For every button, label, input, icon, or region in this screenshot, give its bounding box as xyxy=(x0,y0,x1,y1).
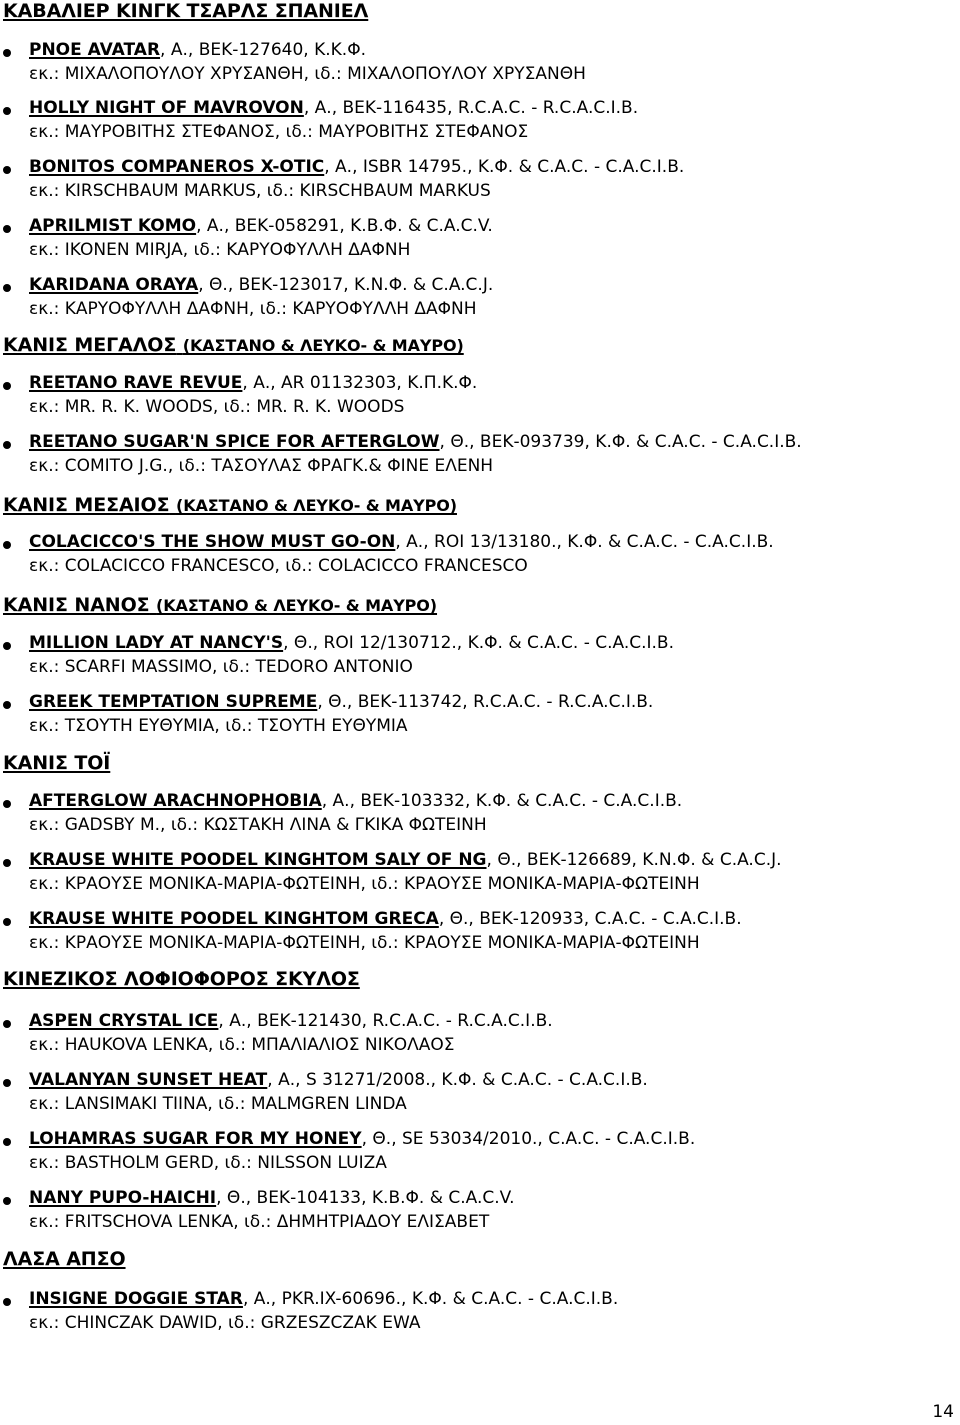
entry-main-line xyxy=(29,1011,553,1031)
dog-name: REETANO RAVE REVUE xyxy=(29,373,243,393)
breeder-owner-line: εκ.: IKONEN MIRJA, ιδ.: ΚΑΡΥΟΦΥΛΛΗ ΔΑΦΝΗ xyxy=(29,240,411,260)
entry-main-line xyxy=(29,432,802,452)
breeder-owner-line: εκ.: SCARFI MASSIMO, ιδ.: TEDORO ANTONIO xyxy=(29,657,413,677)
dog-details: , Θ., ΒΕΚ-113742, R.C.A.C. - R.C.A.C.I.B. xyxy=(317,692,654,712)
breeder-owner-line: εκ.: ΜΙΧΑΛΟΠΟΥΛΟΥ ΧΡΥΣΑΝΘΗ, ιδ.: ΜΙΧΑΛΟΠΟΥΛΟΥ ΧΡΥΣΑΝΘΗ xyxy=(29,64,586,84)
entry-main-line xyxy=(29,40,366,60)
entry-main-line xyxy=(29,1070,648,1090)
breeder-owner-line: εκ.: CHINCZAK DAWID, ιδ.: GRZESZCZAK EWA xyxy=(29,1313,421,1333)
breeder-owner-line: εκ.: KIRSCHBAUM MARKUS, ιδ.: KIRSCHBAUM MARKUS xyxy=(29,181,491,201)
dog-name: ASPEN CRYSTAL ICE xyxy=(29,1011,219,1031)
bullet-icon xyxy=(3,1298,11,1306)
section-title xyxy=(3,752,110,774)
section-title-text: ΚΑΒΑΛΙΕΡ ΚΙΝΓΚ ΤΣΑΡΛΣ ΣΠΑΝΙΕΛ xyxy=(3,0,369,22)
dog-details: , Α., ΒΕΚ-116435, R.C.A.C. - R.C.A.C.I.B. xyxy=(303,98,639,118)
dog-name: INSIGNE DOGGIE STAR xyxy=(29,1289,243,1309)
bullet-icon xyxy=(3,166,11,174)
bullet-icon xyxy=(3,225,11,233)
breeder-owner-line: εκ.: MR. R. K. WOODS, ιδ.: MR. R. K. WOODS xyxy=(29,397,405,417)
breeder-owner-line: εκ.: ΤΣΟΥΤΗ ΕΥΘΥΜΙΑ, ιδ.: ΤΣΟΥΤΗ ΕΥΘΥΜΙΑ xyxy=(29,716,408,736)
breeder-owner-line: εκ.: ΚΡΑΟΥΣΕ ΜΟΝΙΚΑ-ΜΑΡΙΑ-ΦΩΤΕΙΝΗ, ιδ.: ΚΡΑΟΥΣΕ ΜΟΝΙΚΑ-ΜΑΡΙΑ-ΦΩΤΕΙΝΗ xyxy=(29,933,700,953)
bullet-icon xyxy=(3,382,11,390)
breeder-owner-line: εκ.: FRITSCHOVA LENKA, ιδ.: ΔΗΜΗΤΡΙΑΔΟΥ ΕΛΙΣΑΒΕΤ xyxy=(29,1212,490,1232)
breeder-owner-line: εκ.: LANSIMAKI TIINA, ιδ.: MALMGREN LINDA xyxy=(29,1094,407,1114)
dog-details: , Α., ΒΕΚ-058291, Κ.Β.Φ. & C.A.C.V. xyxy=(196,216,493,236)
dog-details: , Θ., ΒΕΚ-123017, Κ.Ν.Φ. & C.A.C.J. xyxy=(198,275,494,295)
section-title xyxy=(3,334,464,356)
entry-main-line xyxy=(29,791,682,811)
bullet-icon xyxy=(3,701,11,709)
dog-details: , Θ., ΒΕΚ-120933, C.A.C. - C.A.C.I.B. xyxy=(438,909,742,929)
section-title-text: ΚΑΝΙΣ ΝΑΝΟΣ xyxy=(3,594,150,616)
dog-name: PNOE AVATAR xyxy=(29,40,161,60)
dog-details: , Θ., ΒΕΚ-093739, Κ.Φ. & C.A.C. - C.A.C.I.B. xyxy=(439,432,802,452)
page-number: 14 xyxy=(932,1402,954,1422)
dog-name: APRILMIST KOMO xyxy=(29,216,197,236)
bullet-icon xyxy=(3,1197,11,1205)
bullet-icon xyxy=(3,800,11,808)
breeder-owner-line: εκ.: GADSBY M., ιδ.: ΚΩΣΤΑΚΗ ΛΙΝΑ & ΓΚΙΚΑ ΦΩΤΕΙΝΗ xyxy=(29,815,487,835)
entry-main-line xyxy=(29,532,774,552)
entry-main-line xyxy=(29,1289,618,1309)
section-title-text: ΚΙΝΕΖΙΚΟΣ ΛΟΦΙΟΦΟΡΟΣ ΣΚΥΛΟΣ xyxy=(3,968,360,990)
dog-name: KARIDANA ORAYA xyxy=(29,275,199,295)
bullet-icon xyxy=(3,441,11,449)
bullet-icon xyxy=(3,284,11,292)
section-subtitle: (ΚΑΣΤΑΝΟ & ΛΕΥΚΟ- & ΜΑΥΡΟ) xyxy=(156,596,438,615)
dog-details: , Α., PKR.IX-60696., Κ.Φ. & C.A.C. - C.A.C.I.B. xyxy=(242,1289,619,1309)
dog-details: , Θ., ΒΕΚ-126689, Κ.Ν.Φ. & C.A.C.J. xyxy=(486,850,782,870)
breeder-owner-line: εκ.: ΚΑΡΥΟΦΥΛΛΗ ΔΑΦΝΗ, ιδ.: ΚΑΡΥΟΦΥΛΛΗ ΔΑΦΝΗ xyxy=(29,299,477,319)
entry-main-line xyxy=(29,157,684,177)
dog-details: , Θ., ΒΕΚ-104133, Κ.Β.Φ. & C.A.C.V. xyxy=(216,1188,515,1208)
section-subtitle: (ΚΑΣΤΑΝΟ & ΛΕΥΚΟ- & ΜΑΥΡΟ) xyxy=(175,496,457,515)
dog-details: , Θ., ROI 12/130712., Κ.Φ. & C.A.C. - C.A.C.I.B. xyxy=(283,633,674,653)
section-title xyxy=(3,968,360,990)
dog-name: BONITOS COMPANEROS X-OTIC xyxy=(29,157,325,177)
breeder-owner-line: εκ.: BASTHOLM GERD, ιδ.: NILSSON LUIZA xyxy=(29,1153,387,1173)
bullet-icon xyxy=(3,1079,11,1087)
section-title xyxy=(3,0,368,22)
entry-main-line xyxy=(29,98,638,118)
entry-main-line xyxy=(29,692,653,712)
section-title-text: ΚΑΝΙΣ ΤΟΪ xyxy=(3,752,111,774)
dog-name: HOLLY NIGHT OF MAVROVON xyxy=(29,98,304,118)
section-title-text: ΚΑΝΙΣ ΜΕΓΑΛΟΣ xyxy=(3,334,177,356)
entry-main-line xyxy=(29,1188,515,1208)
bullet-icon xyxy=(3,642,11,650)
entry-main-line xyxy=(29,216,493,236)
entry-main-line xyxy=(29,633,674,653)
section-title xyxy=(3,1248,126,1270)
bullet-icon xyxy=(3,49,11,57)
dog-details: , Α., ΒΕΚ-103332, Κ.Φ. & C.A.C. - C.A.C.I.B. xyxy=(321,791,683,811)
dog-details: , Α., ROI 13/13180., Κ.Φ. & C.A.C. - C.A.C.I.B. xyxy=(395,532,774,552)
bullet-icon xyxy=(3,1138,11,1146)
entry-main-line xyxy=(29,1129,695,1149)
section-title xyxy=(3,494,457,516)
section-subtitle: (ΚΑΣΤΑΝΟ & ΛΕΥΚΟ- & ΜΑΥΡΟ) xyxy=(182,336,464,355)
breeder-owner-line: εκ.: HAUKOVA LENKA, ιδ.: ΜΠΑΛΙΑΛΙΟΣ ΝΙΚΟΛΑΟΣ xyxy=(29,1035,455,1055)
dog-name: NANY PUPO-HAICHI xyxy=(29,1188,217,1208)
bullet-icon xyxy=(3,541,11,549)
breeder-owner-line: εκ.: ΚΡΑΟΥΣΕ ΜΟΝΙΚΑ-ΜΑΡΙΑ-ΦΩΤΕΙΝΗ, ιδ.: ΚΡΑΟΥΣΕ ΜΟΝΙΚΑ-ΜΑΡΙΑ-ΦΩΤΕΙΝΗ xyxy=(29,874,700,894)
dog-details: , Α., S 31271/2008., Κ.Φ. & C.A.C. - C.A.C.I.B. xyxy=(267,1070,648,1090)
dog-name: COLACICCO'S THE SHOW MUST GO-ON xyxy=(29,532,396,552)
bullet-icon xyxy=(3,107,11,115)
section-title-text: ΛΑΣΑ ΑΠΣΟ xyxy=(3,1248,126,1270)
entry-main-line xyxy=(29,850,782,870)
breeder-owner-line: εκ.: COLACICCO FRANCESCO, ιδ.: COLACICCO FRANCESCO xyxy=(29,556,528,576)
dog-details: , Α., ISBR 14795., Κ.Φ. & C.A.C. - C.A.C.I.B. xyxy=(324,157,685,177)
dog-details: , Α., ΒΕΚ-127640, Κ.Κ.Φ. xyxy=(160,40,366,60)
breeder-owner-line: εκ.: ΜΑΥΡΟΒΙΤΗΣ ΣΤΕΦΑΝΟΣ, ιδ.: ΜΑΥΡΟΒΙΤΗΣ ΣΤΕΦΑΝΟΣ xyxy=(29,122,529,142)
bullet-icon xyxy=(3,918,11,926)
entry-main-line xyxy=(29,275,493,295)
dog-name: REETANO SUGAR'N SPICE FOR AFTERGLOW xyxy=(29,432,440,452)
section-title xyxy=(3,594,437,616)
entry-main-line xyxy=(29,909,742,929)
dog-name: LOHAMRAS SUGAR FOR MY HONEY xyxy=(29,1129,362,1149)
dog-name: MILLION LADY AT NANCY'S xyxy=(29,633,284,653)
dog-name: KRAUSE WHITE POODEL KINGHTOM SALY OF NG xyxy=(29,850,487,870)
entry-main-line xyxy=(29,373,477,393)
dog-details: , Α., AR 01132303, Κ.Π.Κ.Φ. xyxy=(242,373,478,393)
bullet-icon xyxy=(3,1020,11,1028)
dog-name: VALANYAN SUNSET HEAT xyxy=(29,1070,268,1090)
dog-details: , Θ., SE 53034/2010., C.A.C. - C.A.C.I.B. xyxy=(361,1129,696,1149)
section-title-text: ΚΑΝΙΣ ΜΕΣΑΙΟΣ xyxy=(3,494,170,516)
bullet-icon xyxy=(3,859,11,867)
dog-name: GREEK TEMPTATION SUPREME xyxy=(29,692,318,712)
dog-details: , Α., ΒΕΚ-121430, R.C.A.C. - R.C.A.C.I.B. xyxy=(218,1011,553,1031)
dog-name: AFTERGLOW ARACHNOPHOBIA xyxy=(29,791,322,811)
dog-name: KRAUSE WHITE POODEL KINGHTOM GRECA xyxy=(29,909,439,929)
breeder-owner-line: εκ.: COMITO J.G., ιδ.: ΤΑΣΟΥΛΑΣ ΦΡΑΓΚ.& ΦΙΝΕ ΕΛΕΝΗ xyxy=(29,456,494,476)
